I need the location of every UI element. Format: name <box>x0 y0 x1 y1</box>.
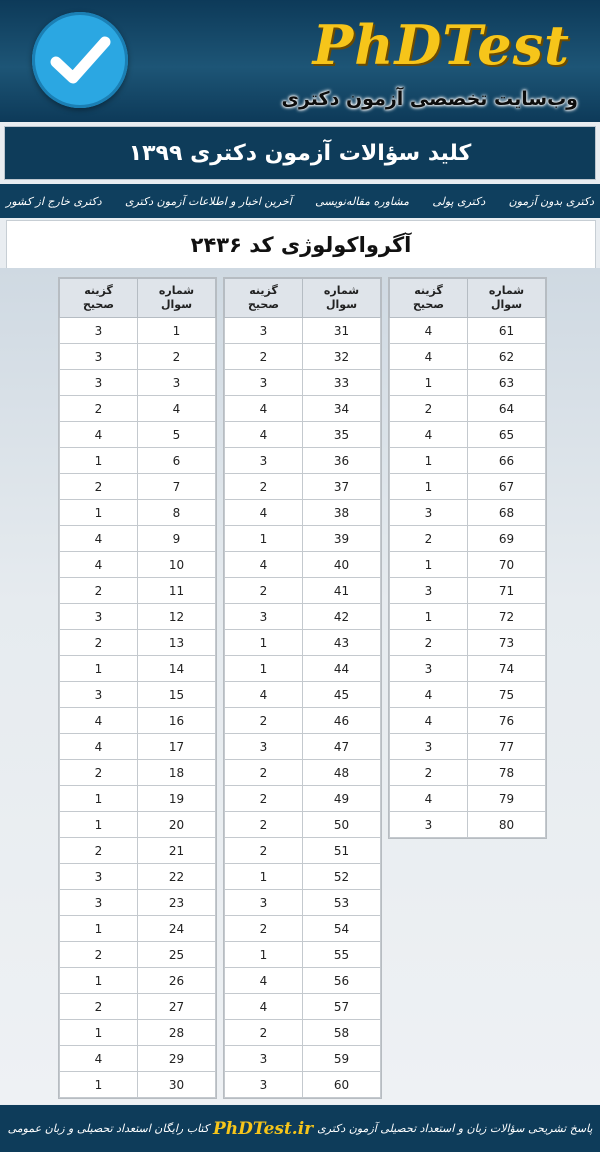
correct-answer-cell: 4 <box>60 1046 138 1072</box>
correct-answer-cell: 3 <box>60 890 138 916</box>
correct-answer-cell: 3 <box>390 734 468 760</box>
question-number-cell: 24 <box>138 916 216 942</box>
correct-answer-cell: 4 <box>60 552 138 578</box>
question-number-cell: 31 <box>303 318 381 344</box>
correct-answer-cell: 3 <box>225 448 303 474</box>
table-row <box>225 1046 381 1072</box>
correct-answer-cell: 1 <box>390 448 468 474</box>
question-number-cell: 36 <box>303 448 381 474</box>
correct-answer-cell: 3 <box>60 604 138 630</box>
header-question-line1: شماره <box>158 284 195 297</box>
correct-answer-cell: 3 <box>60 318 138 344</box>
table-row <box>225 344 381 370</box>
table-row <box>60 604 216 630</box>
table-row <box>60 838 216 864</box>
header-question-line2: سوال <box>325 298 358 311</box>
question-number-cell: 79 <box>468 786 546 812</box>
correct-answer-cell: 3 <box>225 370 303 396</box>
table-row <box>60 1046 216 1072</box>
table-row <box>60 682 216 708</box>
table-row <box>225 422 381 448</box>
question-number-cell: 67 <box>468 474 546 500</box>
table-row <box>225 734 381 760</box>
table-row <box>225 630 381 656</box>
correct-answer-cell: 2 <box>60 474 138 500</box>
question-number-cell: 53 <box>303 890 381 916</box>
table-row <box>225 760 381 786</box>
table-row <box>225 396 381 422</box>
table-row <box>60 552 216 578</box>
correct-answer-cell: 4 <box>60 526 138 552</box>
correct-answer-cell: 4 <box>390 318 468 344</box>
correct-answer-cell: 1 <box>60 968 138 994</box>
table-row <box>225 656 381 682</box>
table-row <box>390 422 546 448</box>
table-row <box>225 708 381 734</box>
table-row <box>225 1020 381 1046</box>
question-number-cell: 70 <box>468 552 546 578</box>
header-correct-option <box>390 279 468 318</box>
table-row <box>60 422 216 448</box>
question-number-cell: 15 <box>138 682 216 708</box>
footer-text-right-part: کتاب رایگان استعداد تحصیلی و زبان عمومی <box>7 1122 209 1135</box>
answer-table-q61-80 <box>389 278 546 838</box>
correct-answer-cell: 2 <box>225 344 303 370</box>
question-number-cell: 72 <box>468 604 546 630</box>
nav-link-paid-phd[interactable]: دکتری پولی <box>432 194 486 208</box>
table-row <box>60 318 216 344</box>
question-number-cell: 11 <box>138 578 216 604</box>
question-number-cell: 4 <box>138 396 216 422</box>
table-row <box>225 370 381 396</box>
question-number-cell: 29 <box>138 1046 216 1072</box>
header-question-line2: سوال <box>490 298 523 311</box>
nav-link-phd-abroad[interactable]: دکتری خارج از کشور <box>6 194 102 208</box>
question-number-cell: 2 <box>138 344 216 370</box>
correct-answer-cell: 2 <box>60 760 138 786</box>
question-number-cell: 75 <box>468 682 546 708</box>
table-row <box>60 968 216 994</box>
question-number-cell: 13 <box>138 630 216 656</box>
table-row <box>60 630 216 656</box>
correct-answer-cell: 2 <box>225 760 303 786</box>
table-row <box>225 578 381 604</box>
correct-answer-cell: 4 <box>60 734 138 760</box>
correct-answer-cell: 2 <box>225 786 303 812</box>
correct-answer-cell: 1 <box>225 630 303 656</box>
question-number-cell: 38 <box>303 500 381 526</box>
header-answer-line1: گزینه <box>414 284 443 297</box>
table-row <box>390 318 546 344</box>
question-number-cell: 73 <box>468 630 546 656</box>
question-number-cell: 54 <box>303 916 381 942</box>
question-number-cell: 28 <box>138 1020 216 1046</box>
question-number-cell: 43 <box>303 630 381 656</box>
nav-link-article-consulting[interactable]: مشاوره مقاله‌نویسی <box>315 194 409 208</box>
table-row <box>390 734 546 760</box>
table-row <box>390 630 546 656</box>
table-row <box>390 448 546 474</box>
question-number-cell: 19 <box>138 786 216 812</box>
correct-answer-cell: 2 <box>225 838 303 864</box>
question-number-cell: 57 <box>303 994 381 1020</box>
table-row <box>390 786 546 812</box>
table-row <box>60 942 216 968</box>
page-title: کلید سؤالات آزمون دکتری ۱۳۹۹ <box>4 126 596 180</box>
table-row <box>225 890 381 916</box>
site-header <box>0 0 600 122</box>
table-row <box>390 474 546 500</box>
correct-answer-cell: 1 <box>60 1072 138 1098</box>
question-number-cell: 78 <box>468 760 546 786</box>
table-row <box>225 526 381 552</box>
question-number-cell: 80 <box>468 812 546 838</box>
correct-answer-cell: 2 <box>60 630 138 656</box>
table-row <box>225 682 381 708</box>
question-number-cell: 65 <box>468 422 546 448</box>
header-question-number <box>468 279 546 318</box>
site-tagline: وب‌سایت تخصصی آزمون دکتری <box>281 88 578 110</box>
question-number-cell: 71 <box>468 578 546 604</box>
table-row <box>225 838 381 864</box>
correct-answer-cell: 4 <box>390 682 468 708</box>
question-number-cell: 42 <box>303 604 381 630</box>
correct-answer-cell: 2 <box>60 942 138 968</box>
header-question-number <box>303 279 381 318</box>
question-number-cell: 59 <box>303 1046 381 1072</box>
table-row <box>225 1072 381 1098</box>
correct-answer-cell: 1 <box>60 812 138 838</box>
header-answer-line2: صحیح <box>83 298 114 311</box>
question-number-cell: 20 <box>138 812 216 838</box>
question-number-cell: 58 <box>303 1020 381 1046</box>
correct-answer-cell: 3 <box>60 864 138 890</box>
answer-table-q31-60 <box>224 278 381 1098</box>
header-answer-line2: صحیح <box>248 298 279 311</box>
question-number-cell: 62 <box>468 344 546 370</box>
table-row <box>60 370 216 396</box>
correct-answer-cell: 4 <box>225 552 303 578</box>
question-number-cell: 49 <box>303 786 381 812</box>
question-number-cell: 3 <box>138 370 216 396</box>
table-row <box>60 1020 216 1046</box>
table-row <box>390 396 546 422</box>
correct-answer-cell: 3 <box>225 734 303 760</box>
question-number-cell: 50 <box>303 812 381 838</box>
header-question-line1: شماره <box>323 284 360 297</box>
question-number-cell: 51 <box>303 838 381 864</box>
table-header-row <box>390 279 546 318</box>
correct-answer-cell: 2 <box>225 812 303 838</box>
question-number-cell: 14 <box>138 656 216 682</box>
correct-answer-cell: 3 <box>390 578 468 604</box>
table-row <box>225 864 381 890</box>
correct-answer-cell: 4 <box>225 396 303 422</box>
checkmark-icon <box>32 12 128 108</box>
correct-answer-cell: 2 <box>60 994 138 1020</box>
table-row <box>60 396 216 422</box>
correct-answer-cell: 3 <box>390 812 468 838</box>
correct-answer-cell: 1 <box>225 864 303 890</box>
correct-answer-cell: 1 <box>390 604 468 630</box>
question-number-cell: 21 <box>138 838 216 864</box>
footer-banner[interactable] <box>0 1105 600 1152</box>
nav-link-no-exam-phd[interactable]: دکتری بدون آزمون <box>508 194 594 208</box>
question-number-cell: 10 <box>138 552 216 578</box>
question-number-cell: 47 <box>303 734 381 760</box>
correct-answer-cell: 2 <box>60 396 138 422</box>
answer-key-area <box>0 268 600 1104</box>
header-question-line2: سوال <box>160 298 193 311</box>
correct-answer-cell: 2 <box>225 708 303 734</box>
table-row <box>390 812 546 838</box>
question-number-cell: 60 <box>303 1072 381 1098</box>
correct-answer-cell: 4 <box>225 994 303 1020</box>
correct-answer-cell: 2 <box>390 396 468 422</box>
table-row <box>60 734 216 760</box>
correct-answer-cell: 3 <box>225 318 303 344</box>
question-number-cell: 39 <box>303 526 381 552</box>
question-number-cell: 76 <box>468 708 546 734</box>
site-logo[interactable] <box>32 12 128 108</box>
table-row <box>225 994 381 1020</box>
correct-answer-cell: 1 <box>60 448 138 474</box>
table-row <box>60 890 216 916</box>
correct-answer-cell: 3 <box>225 604 303 630</box>
question-number-cell: 77 <box>468 734 546 760</box>
table-row <box>60 786 216 812</box>
table-row <box>60 500 216 526</box>
header-answer-line2: صحیح <box>413 298 444 311</box>
question-number-cell: 69 <box>468 526 546 552</box>
table-row <box>60 1072 216 1098</box>
correct-answer-cell: 4 <box>225 500 303 526</box>
correct-answer-cell: 1 <box>390 552 468 578</box>
correct-answer-cell: 1 <box>60 500 138 526</box>
table-row <box>60 578 216 604</box>
correct-answer-cell: 1 <box>225 656 303 682</box>
correct-answer-cell: 2 <box>225 578 303 604</box>
question-number-cell: 35 <box>303 422 381 448</box>
correct-answer-cell: 1 <box>390 370 468 396</box>
correct-answer-cell: 4 <box>225 682 303 708</box>
table-row <box>60 708 216 734</box>
question-number-cell: 22 <box>138 864 216 890</box>
table-row <box>60 994 216 1020</box>
answer-table-q1-30 <box>59 278 216 1098</box>
table-row <box>60 656 216 682</box>
correct-answer-cell: 1 <box>225 942 303 968</box>
header-question-line1: شماره <box>488 284 525 297</box>
correct-answer-cell: 4 <box>390 344 468 370</box>
correct-answer-cell: 3 <box>60 344 138 370</box>
question-number-cell: 23 <box>138 890 216 916</box>
table-row <box>390 526 546 552</box>
correct-answer-cell: 4 <box>60 708 138 734</box>
table-row <box>390 682 546 708</box>
correct-answer-cell: 1 <box>60 916 138 942</box>
correct-answer-cell: 4 <box>390 708 468 734</box>
question-number-cell: 8 <box>138 500 216 526</box>
question-number-cell: 33 <box>303 370 381 396</box>
correct-answer-cell: 4 <box>390 786 468 812</box>
brand-name[interactable]: PhDTest <box>312 13 570 77</box>
question-number-cell: 25 <box>138 942 216 968</box>
table-row <box>390 656 546 682</box>
table-row <box>390 708 546 734</box>
table-row <box>60 916 216 942</box>
correct-answer-cell: 4 <box>225 968 303 994</box>
table-row <box>225 552 381 578</box>
header-answer-line1: گزینه <box>249 284 278 297</box>
question-number-cell: 7 <box>138 474 216 500</box>
header-answer-line1: گزینه <box>84 284 113 297</box>
question-number-cell: 27 <box>138 994 216 1020</box>
question-number-cell: 5 <box>138 422 216 448</box>
question-number-cell: 26 <box>138 968 216 994</box>
table-row <box>225 474 381 500</box>
question-number-cell: 30 <box>138 1072 216 1098</box>
question-number-cell: 52 <box>303 864 381 890</box>
question-number-cell: 34 <box>303 396 381 422</box>
table-row <box>390 578 546 604</box>
question-number-cell: 41 <box>303 578 381 604</box>
correct-answer-cell: 4 <box>225 422 303 448</box>
table-row <box>225 812 381 838</box>
question-number-cell: 6 <box>138 448 216 474</box>
question-number-cell: 48 <box>303 760 381 786</box>
table-row <box>390 760 546 786</box>
correct-answer-cell: 3 <box>225 890 303 916</box>
correct-answer-cell: 1 <box>60 1020 138 1046</box>
correct-answer-cell: 3 <box>390 656 468 682</box>
correct-answer-cell: 3 <box>60 682 138 708</box>
question-number-cell: 66 <box>468 448 546 474</box>
correct-answer-cell: 3 <box>225 1072 303 1098</box>
table-row <box>225 500 381 526</box>
exam-title: آگرواکولوژی کد ۲۴۳۶ <box>6 220 596 269</box>
question-number-cell: 63 <box>468 370 546 396</box>
correct-answer-cell: 1 <box>225 526 303 552</box>
correct-answer-cell: 2 <box>390 526 468 552</box>
correct-answer-cell: 3 <box>225 1046 303 1072</box>
table-row <box>60 448 216 474</box>
question-number-cell: 32 <box>303 344 381 370</box>
table-row <box>390 604 546 630</box>
correct-answer-cell: 2 <box>225 916 303 942</box>
question-number-cell: 40 <box>303 552 381 578</box>
question-number-cell: 9 <box>138 526 216 552</box>
question-number-cell: 64 <box>468 396 546 422</box>
table-row <box>225 942 381 968</box>
nav-link-latest-news[interactable]: آخرین اخبار و اطلاعات آزمون دکتری <box>125 194 292 208</box>
table-row <box>225 318 381 344</box>
table-row <box>60 864 216 890</box>
table-row <box>225 968 381 994</box>
question-number-cell: 44 <box>303 656 381 682</box>
correct-answer-cell: 3 <box>390 500 468 526</box>
header-correct-option <box>225 279 303 318</box>
table-row <box>60 760 216 786</box>
table-row <box>390 500 546 526</box>
correct-answer-cell: 1 <box>60 786 138 812</box>
footer-brand[interactable]: PhDTest.ir <box>212 1118 314 1139</box>
question-number-cell: 61 <box>468 318 546 344</box>
question-number-cell: 16 <box>138 708 216 734</box>
correct-answer-cell: 2 <box>225 1020 303 1046</box>
table-row <box>225 604 381 630</box>
table-row <box>390 344 546 370</box>
correct-answer-cell: 4 <box>390 422 468 448</box>
question-number-cell: 74 <box>468 656 546 682</box>
table-header-row <box>225 279 381 318</box>
correct-answer-cell: 3 <box>60 370 138 396</box>
table-header-row <box>60 279 216 318</box>
table-row <box>60 526 216 552</box>
question-number-cell: 37 <box>303 474 381 500</box>
correct-answer-cell: 2 <box>225 474 303 500</box>
table-row <box>225 786 381 812</box>
table-row <box>225 448 381 474</box>
question-number-cell: 1 <box>138 318 216 344</box>
correct-answer-cell: 2 <box>60 838 138 864</box>
table-row <box>390 370 546 396</box>
header-correct-option <box>60 279 138 318</box>
question-number-cell: 56 <box>303 968 381 994</box>
correct-answer-cell: 4 <box>60 422 138 448</box>
nav-links <box>0 184 600 218</box>
question-number-cell: 55 <box>303 942 381 968</box>
table-row <box>60 344 216 370</box>
table-row <box>225 916 381 942</box>
correct-answer-cell: 2 <box>390 630 468 656</box>
question-number-cell: 18 <box>138 760 216 786</box>
correct-answer-cell: 1 <box>60 656 138 682</box>
correct-answer-cell: 2 <box>390 760 468 786</box>
question-number-cell: 12 <box>138 604 216 630</box>
table-row <box>60 474 216 500</box>
correct-answer-cell: 2 <box>60 578 138 604</box>
header-question-number <box>138 279 216 318</box>
question-number-cell: 68 <box>468 500 546 526</box>
question-number-cell: 45 <box>303 682 381 708</box>
correct-answer-cell: 1 <box>390 474 468 500</box>
table-row <box>390 552 546 578</box>
footer-text-left-part: پاسخ تشریحی سؤالات زبان و استعداد تحصیلی آزمون دکتری <box>317 1122 593 1135</box>
question-number-cell: 17 <box>138 734 216 760</box>
question-number-cell: 46 <box>303 708 381 734</box>
table-row <box>60 812 216 838</box>
